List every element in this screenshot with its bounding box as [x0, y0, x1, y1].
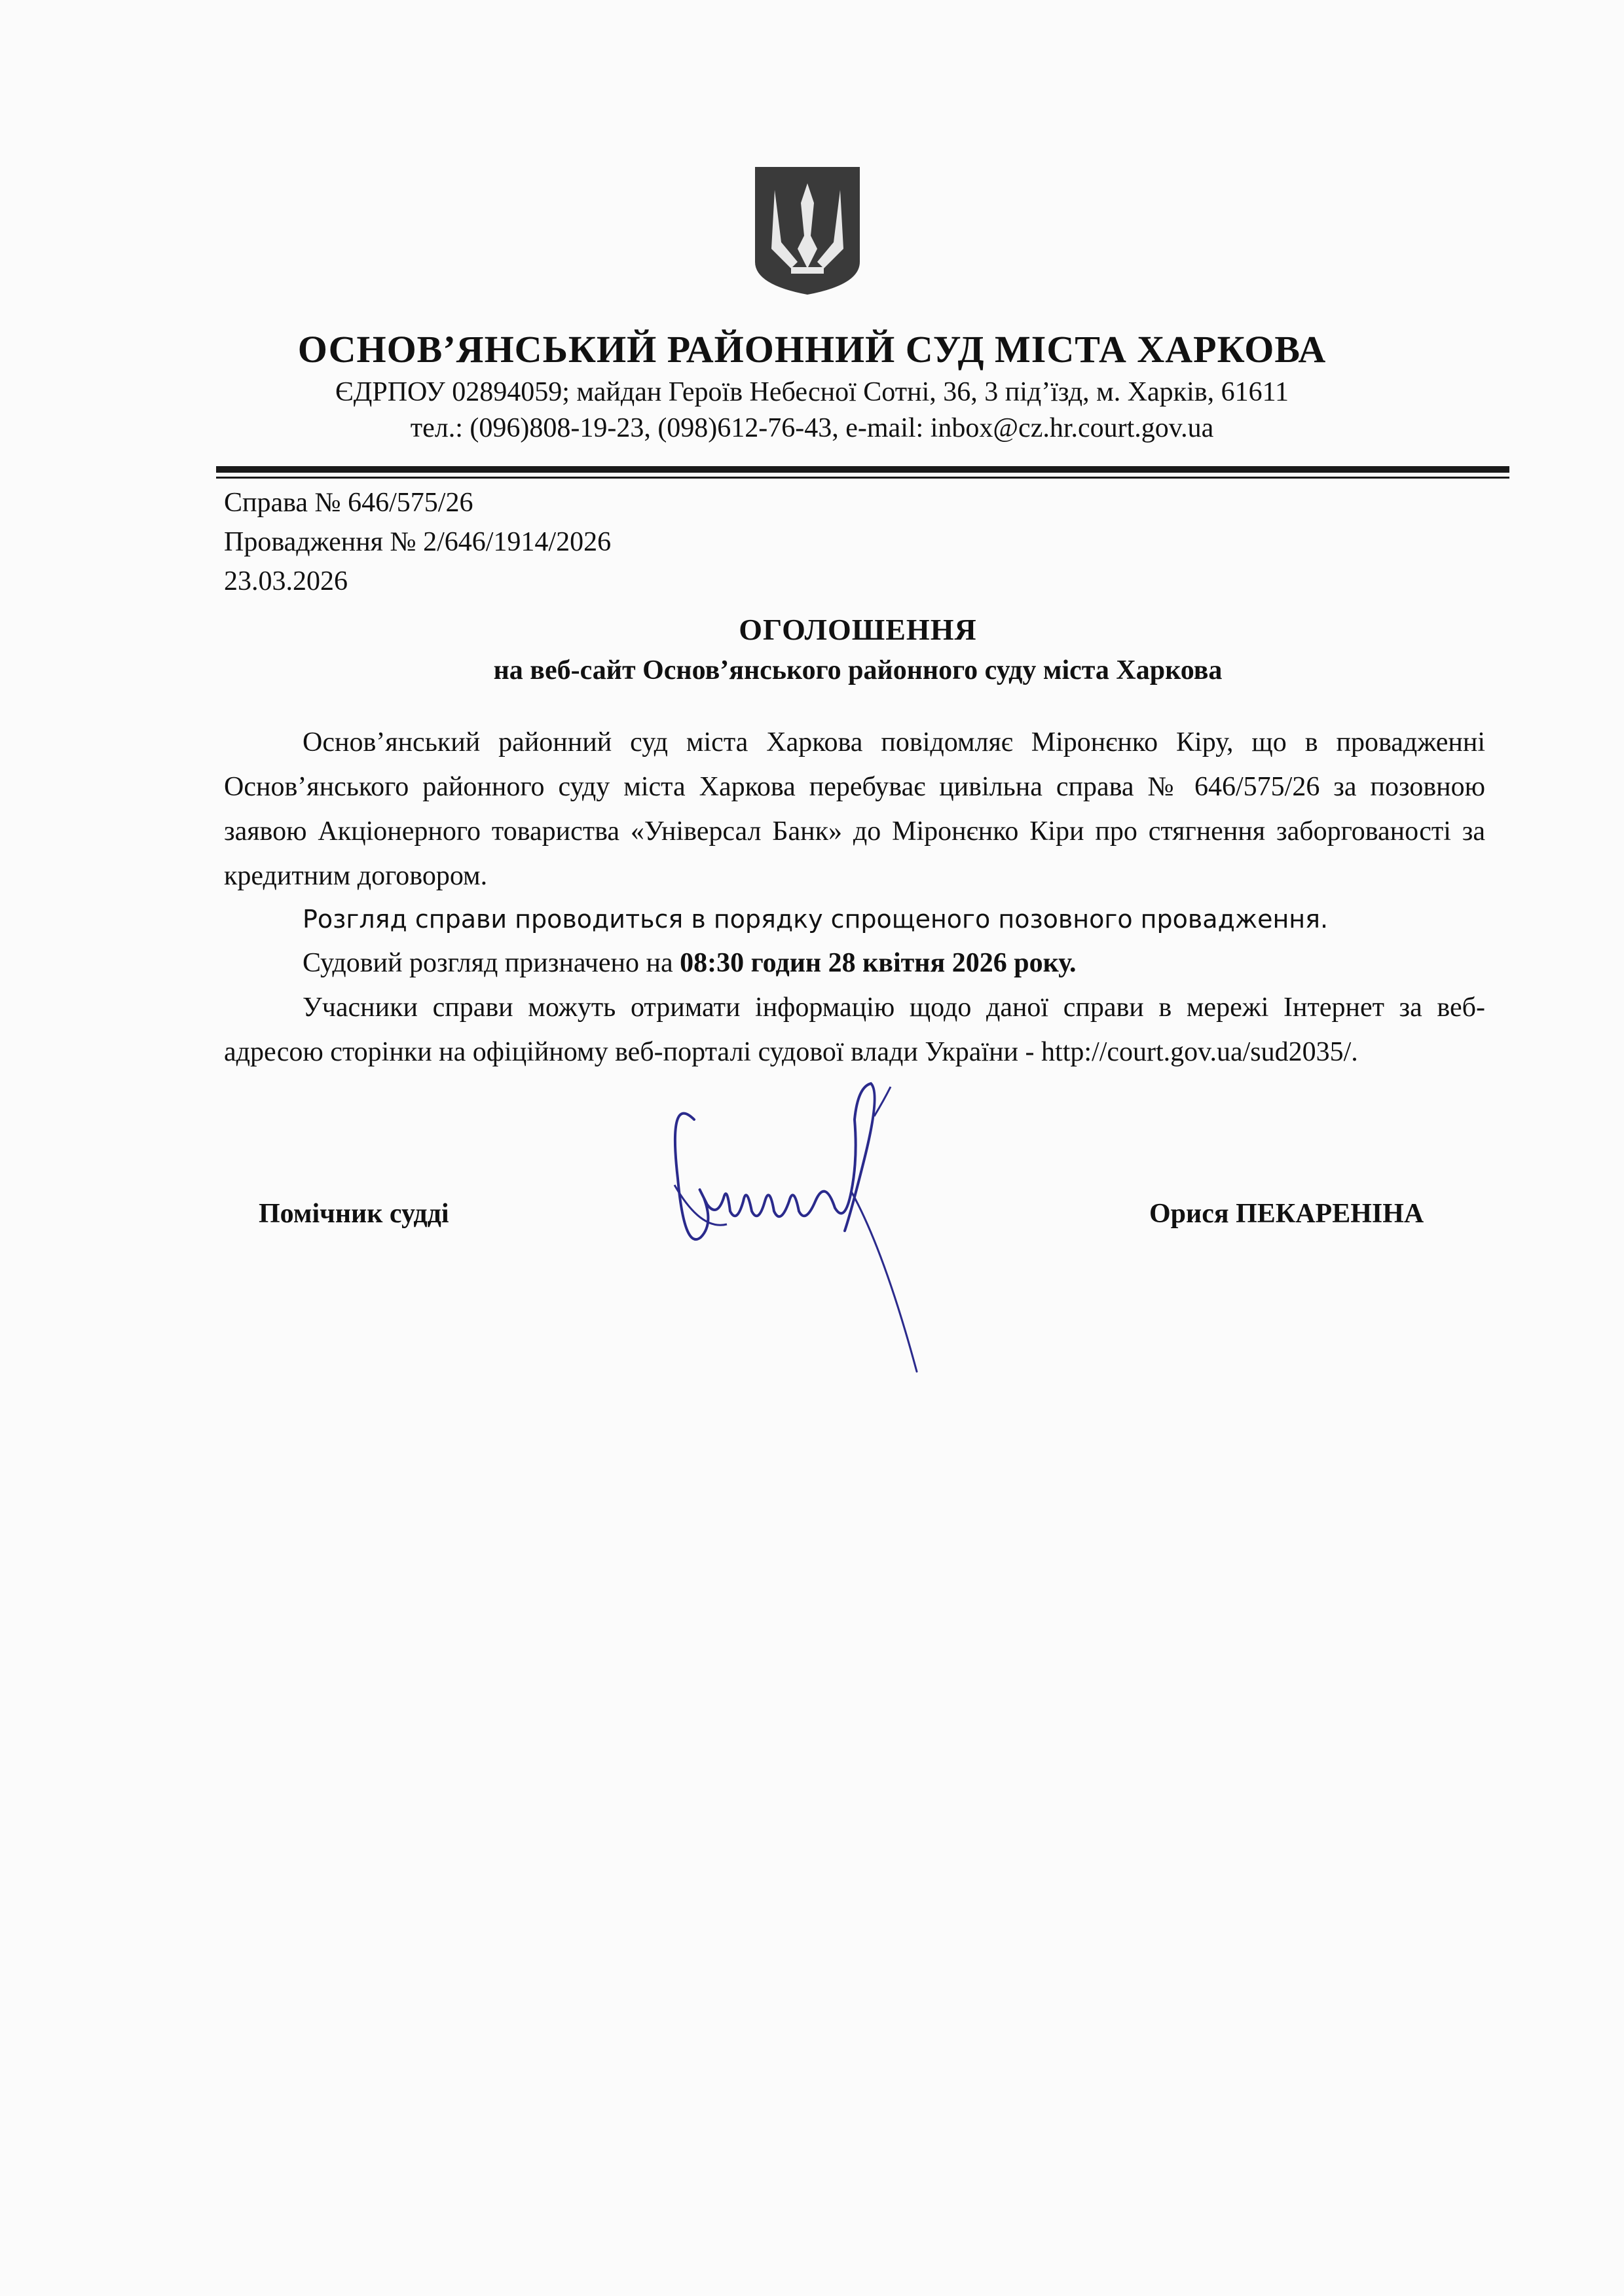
case-number: Справа № 646/575/26: [224, 488, 473, 518]
court-name: ОСНОВ’ЯНСЬКИЙ РАЙОННИЙ СУД МІСТА ХАРКОВА: [297, 328, 1327, 371]
handwritten-signature: [655, 1080, 995, 1375]
paragraph-notice: Основ’янський районний суд міста Харкова повідомляє Міронєнко Кіру, що в провадженні Основ’янського районного суду міста Харкова перебуває цивільна справа № 646/575/26 за позовною заявою Акціонерного товариства «Універсал Банк» до Міронєнко Кіри про стягнення заборгованості за кредитним договором.: [224, 727, 1485, 891]
court-contacts: тел.: (096)808-19-23, (098)612-76-43, e-mail: inbox@cz.hr.court.gov.ua: [410, 413, 1214, 443]
signatory-role: Помічник судді: [259, 1199, 449, 1229]
announcement-heading: ОГОЛОШЕННЯ: [739, 613, 977, 646]
hearing-prefix: Судовий розгляд призначено на: [303, 948, 680, 978]
proceeding-number: Провадження № 2/646/1914/2026: [224, 527, 612, 557]
court-address: ЄДРПОУ 02894059; майдан Героїв Небесної Сотні, 36, 3 під’їзд, м. Харків, 61611: [335, 377, 1289, 407]
signatory-name: Орися ПЕКАРЕНІНА: [1149, 1199, 1424, 1229]
paragraph-hearing-date: [224, 941, 1485, 985]
trident-emblem-icon: [752, 164, 863, 298]
header-divider-thin: [216, 477, 1509, 479]
hearing-datetime: 08:30 годин 28 квітня 2026 року.: [680, 948, 1077, 978]
announcement-subheading: на веб-сайт Основ’янського районного суду міста Харкова: [493, 655, 1223, 685]
header-divider-thick: [216, 466, 1509, 473]
paragraph-info-link: Учасники справи можуть отримати інформацію щодо даної справи в мережі Інтернет за веб-адресою сторінки на офіційному веб-порталі судової влади України - http://court.gov.ua/sud2035/.: [224, 993, 1485, 1067]
document-date: 23.03.2026: [224, 566, 348, 596]
paragraph-procedure: Розгляд справи проводиться в порядку спрощеного позовного провадження.: [303, 905, 1329, 934]
